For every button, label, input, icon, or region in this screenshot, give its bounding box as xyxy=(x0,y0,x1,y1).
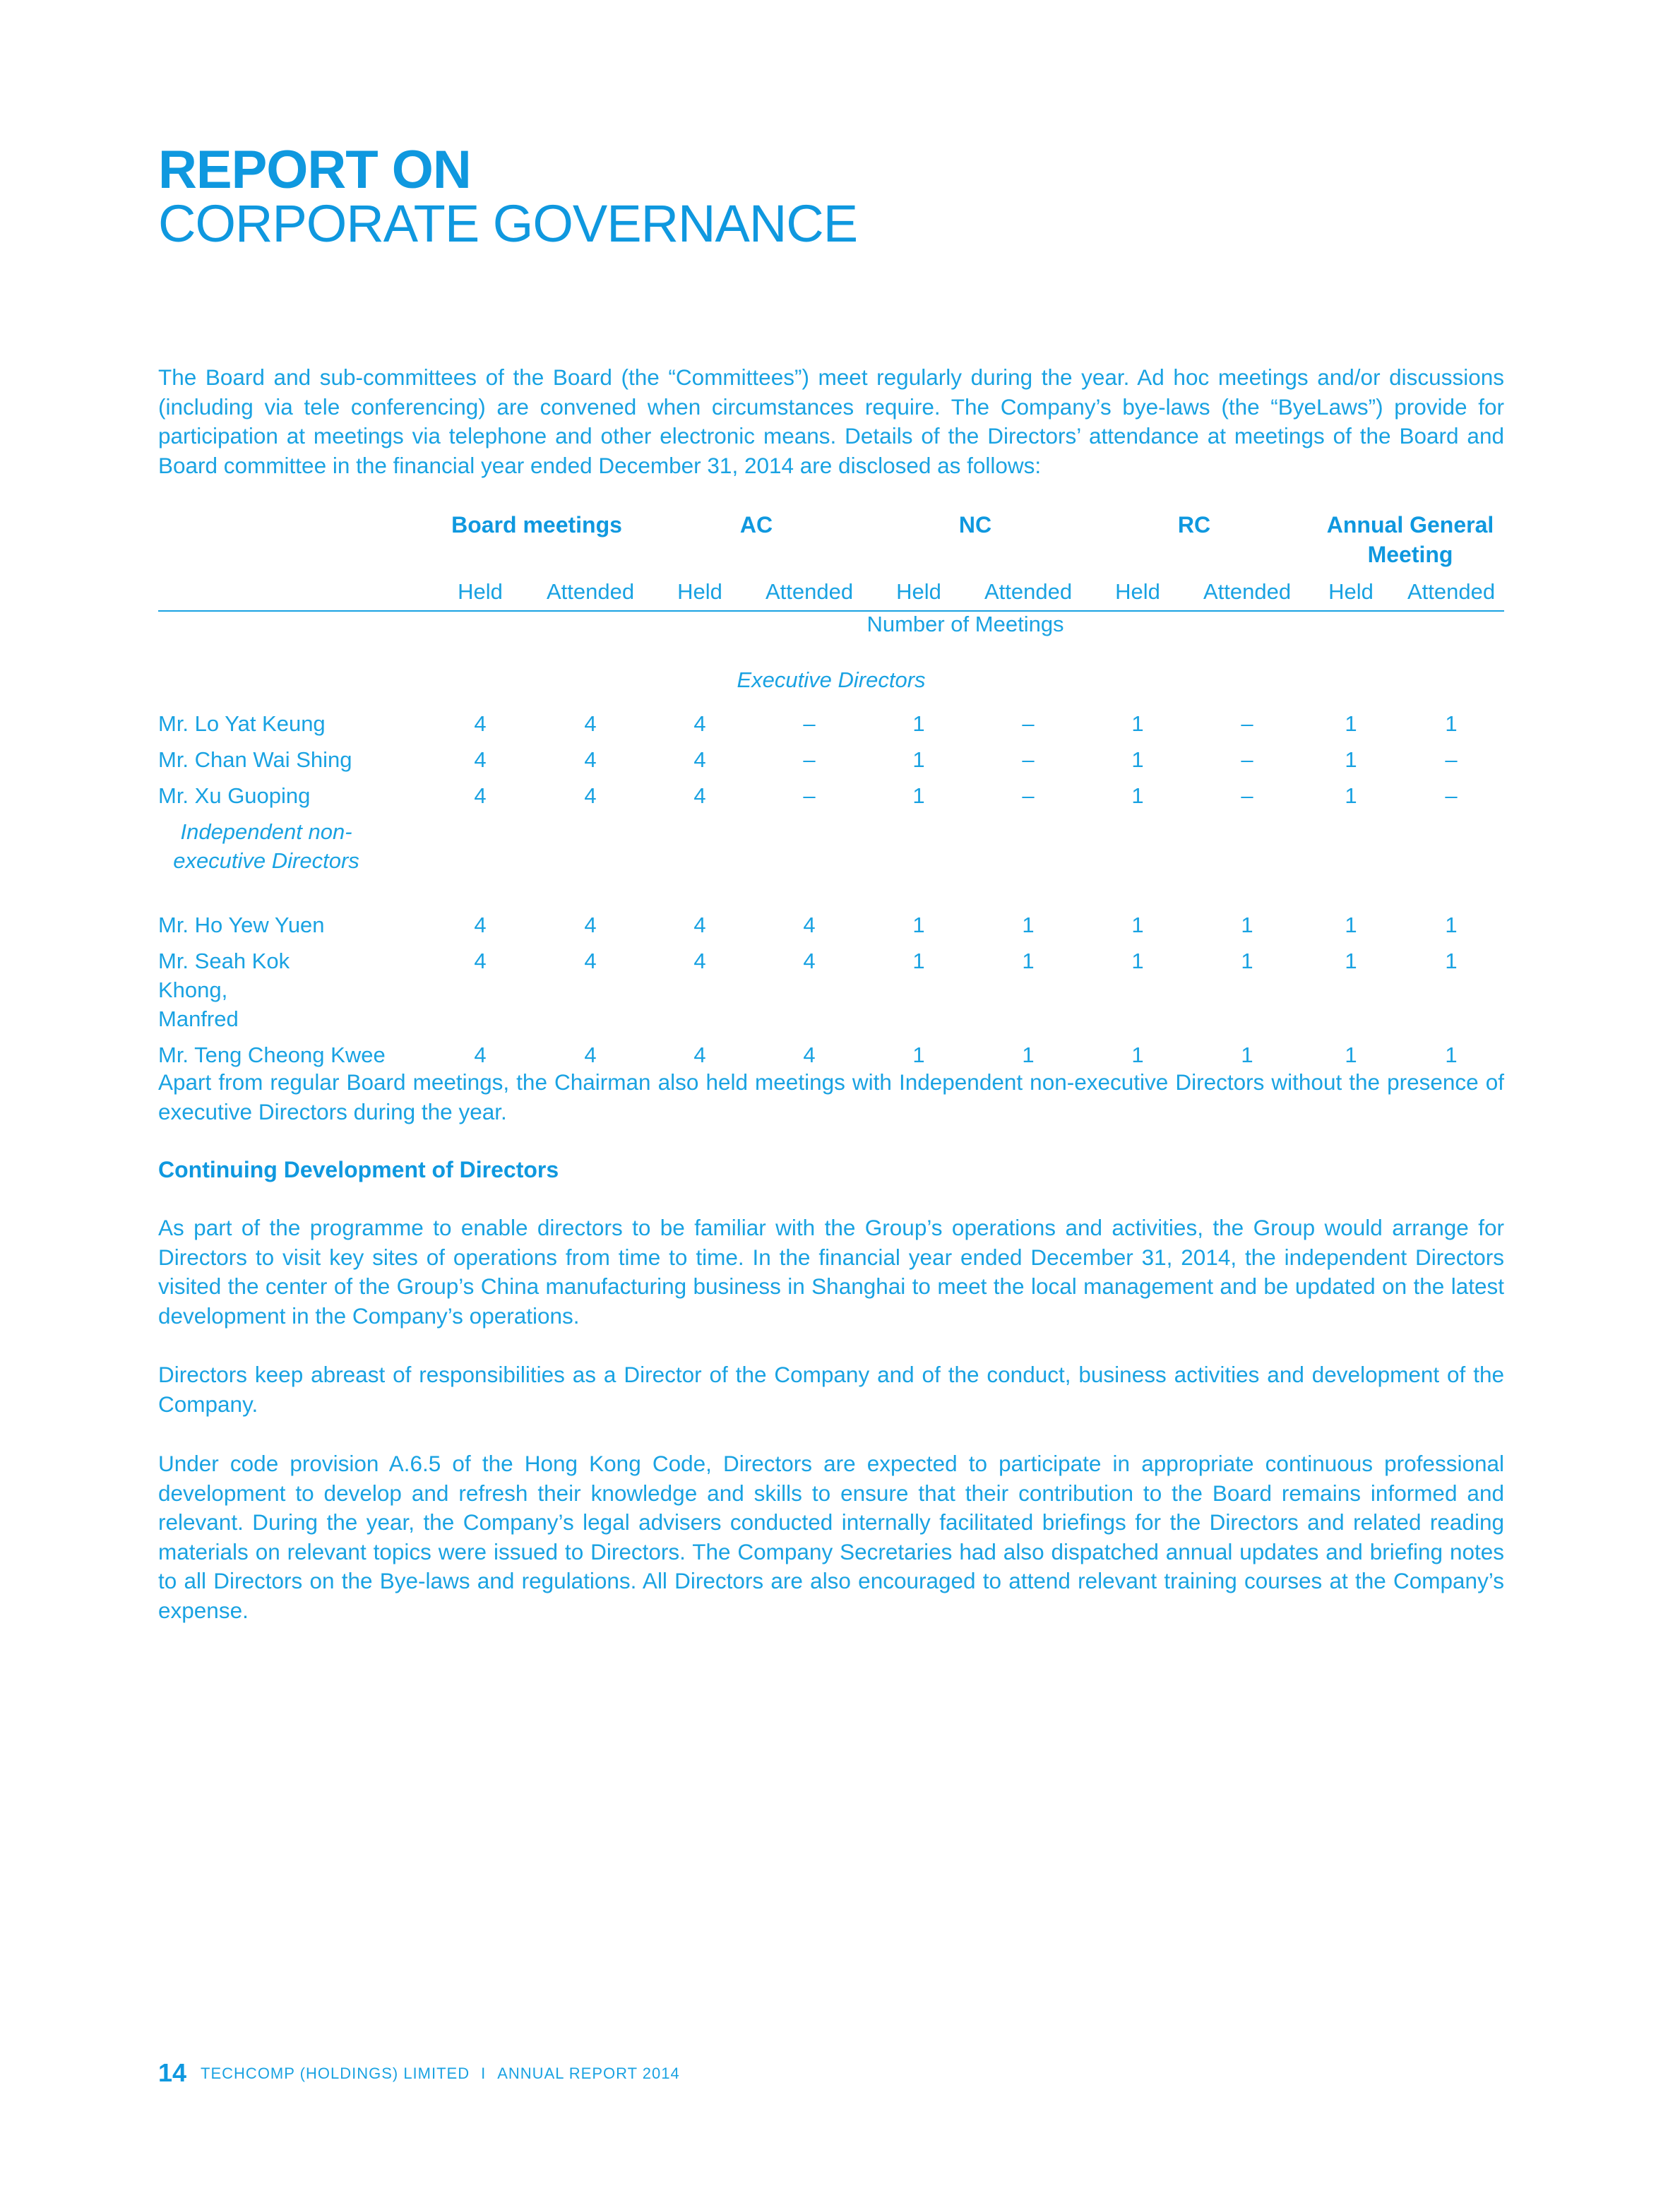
cell: 4 xyxy=(693,1042,706,1067)
group-rc: RC xyxy=(1177,512,1211,537)
section-label-executive: Executive Directors xyxy=(737,667,926,692)
cell: 4 xyxy=(584,1042,597,1067)
cell: 4 xyxy=(584,711,597,736)
attended-header: Attended xyxy=(972,579,1085,611)
director-name: Mr. Xu Guoping xyxy=(158,783,311,808)
cell: – xyxy=(1022,783,1035,808)
cell: 1 xyxy=(1345,949,1357,973)
held-header: Held xyxy=(1304,579,1398,611)
cell: – xyxy=(1241,711,1253,736)
footer-report: ANNUAL REPORT 2014 xyxy=(497,2065,680,2082)
number-of-meetings-caption: Number of Meetings xyxy=(866,612,1064,636)
cell: 1 xyxy=(912,783,925,808)
attended-header: Attended xyxy=(534,579,647,611)
cell: – xyxy=(803,711,816,736)
cell: – xyxy=(1022,747,1035,772)
group-agm: Annual General Meeting xyxy=(1326,512,1494,567)
cell: 1 xyxy=(1345,913,1357,937)
cell: 4 xyxy=(803,1042,816,1067)
body-paragraph: Directors keep abreast of responsibilities as a Director of the Company and of the conduct, business activities and development of the Company. xyxy=(158,1362,1504,1417)
attended-header: Attended xyxy=(1191,579,1304,611)
cell: 1 xyxy=(1131,1042,1144,1067)
held-header: Held xyxy=(647,579,753,611)
cell: 4 xyxy=(693,913,706,937)
subheader-row xyxy=(158,579,1504,611)
group-header-row xyxy=(158,510,1504,579)
cell: 4 xyxy=(693,747,706,772)
cell: 1 xyxy=(1445,711,1458,736)
cell: 1 xyxy=(1445,1042,1458,1067)
section-label-independent: Independent non-executive Directors xyxy=(173,819,359,873)
cell: 4 xyxy=(693,711,706,736)
group-ac: AC xyxy=(739,512,773,537)
section-row xyxy=(158,817,1504,910)
cell: 1 xyxy=(912,1042,925,1067)
held-header: Held xyxy=(427,579,534,611)
held-header: Held xyxy=(1085,579,1191,611)
cell: – xyxy=(803,783,816,808)
cell: 1 xyxy=(1022,949,1035,973)
attended-header: Attended xyxy=(753,579,866,611)
director-name: Mr. Seah Kok Khong, Manfred xyxy=(158,949,290,1031)
cell: 1 xyxy=(1345,747,1357,772)
body-paragraph: As part of the programme to enable directors to be familiar with the Group’s operations and activities, the Group would arrange for Directors to visit key sites of operations from time to time. In the financial year ended December 31, 2014, the independent Directors visited the center of the Group’s China manufacturing business in Shanghai to meet the local management and be updated on the latest development in the Company’s operations. xyxy=(158,1215,1504,1329)
cell: 4 xyxy=(584,949,597,973)
cell: 4 xyxy=(474,783,487,808)
director-name: Mr. Ho Yew Yuen xyxy=(158,913,325,937)
cell: 1 xyxy=(1022,913,1035,937)
cell: 1 xyxy=(1345,711,1357,736)
table-row xyxy=(158,745,1504,781)
cell: 1 xyxy=(1131,783,1144,808)
cell: 4 xyxy=(474,747,487,772)
group-board-meetings: Board meetings xyxy=(451,512,622,537)
cell: – xyxy=(1241,783,1253,808)
intro-paragraph: The Board and sub-committees of the Board (the “Committees”) meet regularly during the year. Ad hoc meetings and/or discussions (including via tele conferencing) are convened when circumstances require. The Company’s bye-laws (the “ByeLaws”) provide for participation at meetings via telephone and other electronic means. Details of the Directors’ attendance at meetings of the Board and Board committee in the financial year ended December 31, 2014 are disclosed as follows: xyxy=(158,364,1504,478)
cell: 1 xyxy=(1241,1042,1253,1067)
cell: 4 xyxy=(474,711,487,736)
cell: 4 xyxy=(584,783,597,808)
attendance-table xyxy=(158,510,1504,1076)
director-name: Mr. Lo Yat Keung xyxy=(158,711,326,736)
footer-separator: I xyxy=(481,2065,487,2082)
cell: 1 xyxy=(1241,949,1253,973)
cell: 1 xyxy=(912,747,925,772)
page-title-line2: CORPORATE GOVERNANCE xyxy=(158,194,858,253)
cell: 4 xyxy=(474,949,487,973)
cell: 1 xyxy=(1131,711,1144,736)
cell: – xyxy=(1241,747,1253,772)
cell: 4 xyxy=(584,913,597,937)
section-heading: Continuing Development of Directors xyxy=(158,1157,559,1182)
cell: 1 xyxy=(912,711,925,736)
cell: 1 xyxy=(1131,949,1144,973)
cell: 4 xyxy=(693,949,706,973)
cell: – xyxy=(1445,747,1458,772)
cell: 4 xyxy=(803,949,816,973)
cell: 1 xyxy=(1131,913,1144,937)
page-number: 14 xyxy=(158,2058,187,2087)
table-row xyxy=(158,781,1504,817)
cell: – xyxy=(803,747,816,772)
cell: – xyxy=(1022,711,1035,736)
cell: 4 xyxy=(584,747,597,772)
table-row xyxy=(158,946,1504,1033)
table-row xyxy=(158,709,1504,745)
cell: 1 xyxy=(1445,949,1458,973)
cell: 4 xyxy=(474,913,487,937)
cell: 1 xyxy=(1131,747,1144,772)
footer-company: TECHCOMP (HOLDINGS) LIMITED xyxy=(201,2065,470,2082)
page-footer xyxy=(158,2058,680,2088)
after-table-paragraph: Apart from regular Board meetings, the Chairman also held meetings with Independent non-executive Directors without the presence of executive Directors during the year. xyxy=(158,1069,1504,1124)
cell: 4 xyxy=(693,783,706,808)
cell: 4 xyxy=(474,1042,487,1067)
caption-row xyxy=(158,611,1504,665)
cell: 1 xyxy=(1345,1042,1357,1067)
cell: – xyxy=(1445,783,1458,808)
cell: 1 xyxy=(1241,913,1253,937)
table-row xyxy=(158,910,1504,946)
cell: 1 xyxy=(1022,1042,1035,1067)
section-row xyxy=(158,665,1504,709)
cell: 1 xyxy=(912,913,925,937)
director-name: Mr. Chan Wai Shing xyxy=(158,747,352,772)
attended-header: Attended xyxy=(1398,579,1504,611)
page-title-line1: REPORT ON xyxy=(158,140,471,200)
group-nc: NC xyxy=(958,512,992,537)
held-header: Held xyxy=(866,579,972,611)
director-name: Mr. Teng Cheong Kwee xyxy=(158,1042,386,1067)
cell: 4 xyxy=(803,913,816,937)
body-paragraph: Under code provision A.6.5 of the Hong Kong Code, Directors are expected to participate in appropriate continuous professional development to develop and refresh their knowledge and skills to ensure that their contribution to the Board remains informed and relevant. During the year, the Company’s legal advisers conducted internally facilitated briefings for the Directors and related reading materials on relevant topics were issued to Directors. The Company Secretaries had also dispatched annual updates and briefing notes to all Directors on the Bye-laws and regulations. All Directors are also encouraged to attend relevant training courses at the Company’s expense. xyxy=(158,1451,1504,1623)
cell: 1 xyxy=(1345,783,1357,808)
cell: 1 xyxy=(1445,913,1458,937)
cell: 1 xyxy=(912,949,925,973)
